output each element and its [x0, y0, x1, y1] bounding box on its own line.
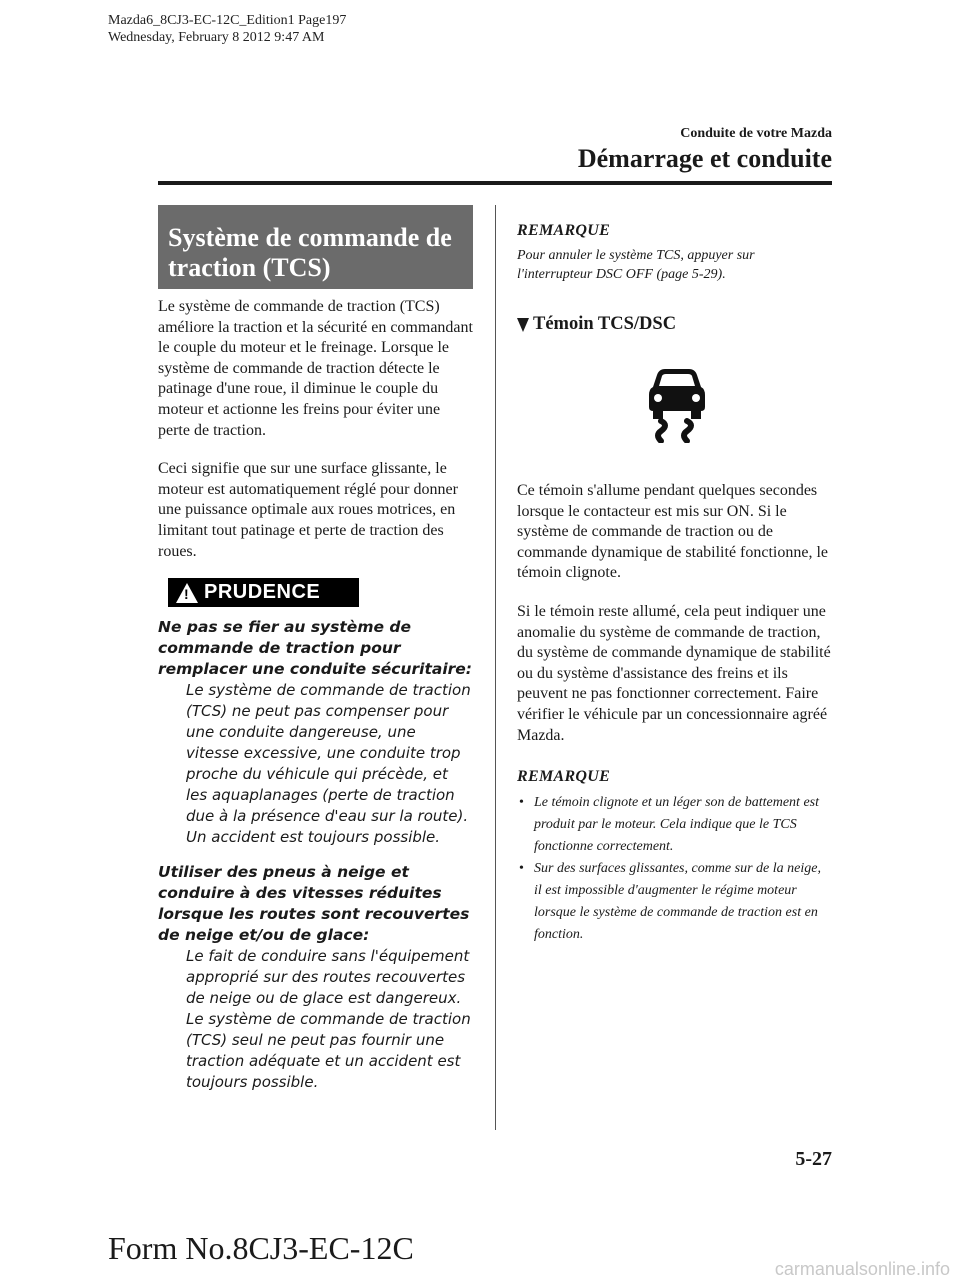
caution-text: [158, 617, 473, 1093]
caution-body-1: Le système de commande de traction (TCS) ne peut pas compenser pour une conduite dangereuse, une vitesse excessive, une conduite trop proche du véhicule qui précède, et les aquaplanages (perte de traction due à la présence d'eau sur la route). Un accident est toujours possible.: [186, 681, 471, 847]
caution-heading-2: Utiliser des pneus à neige et conduire à des vitesses réduites lorsque les routes sont recouvertes de neige et/ou de glace:: [158, 863, 470, 945]
subsection-title: Témoin TCS/DSC: [533, 314, 677, 334]
section-title: Démarrage et conduite: [577, 144, 832, 173]
indicator-paragraph-1: Ce témoin s'allume pendant quelques secondes lorsque le contacteur est mis sur ON. Si le système de commande de traction ou de commande dynamique de stabilité fonctionne, le témoin clignote.: [517, 482, 829, 582]
section-label: Conduite de votre Mazda: [680, 126, 832, 141]
header-rule: [158, 181, 832, 185]
list-item: • Sur des surfaces glissantes, comme sur de la neige, il est impossible d'augmenter le régime moteur lorsque le système de commande de traction est en fonction.: [517, 858, 832, 946]
page-title: [158, 205, 473, 289]
page-number: 5-27: [795, 1148, 832, 1170]
column-divider: [495, 205, 496, 1130]
note-heading-2: REMARQUE: [517, 768, 611, 786]
print-metadata: [108, 12, 346, 46]
title-line-1: Système de commande de: [168, 223, 452, 252]
caution-label: PRUDENCE: [204, 581, 321, 604]
meta-line-2: Wednesday, February 8 2012 9:47 AM: [108, 30, 325, 45]
caution-body-2: Le fait de conduire sans l'équipement approprié sur des routes recouvertes de neige ou de glace est dangereux. Le système de commande de traction (TCS) seul ne peut pas fournir une traction adéquate et un accident est toujours possible.: [186, 947, 471, 1092]
subsection-heading: [517, 314, 832, 335]
note-bullet-list: [517, 792, 832, 946]
right-column: [517, 222, 832, 946]
form-number: Form No.8CJ3-EC-12C: [108, 1230, 414, 1266]
warning-triangle-icon: !: [176, 583, 198, 603]
caution-heading-1: Ne pas se fier au système de commande de traction pour remplacer une conduite sécuritaire:: [158, 618, 472, 679]
caution-banner: [168, 578, 359, 607]
note-text-1: Pour annuler le système TCS, appuyer sur l'interrupteur DSC OFF (page 5-29).: [517, 248, 755, 282]
slippery-surface-paragraph: Ceci signifie que sur une surface glissante, le moteur est automatiquement réglé pour donner une puissance optimale aux roues motrices, en limitant tout patinage et perte de traction des roues.: [158, 460, 458, 560]
title-line-2: traction (TCS): [168, 253, 331, 282]
tcs-dsc-indicator-icon: [647, 367, 707, 443]
meta-line-1: Mazda6_8CJ3-EC-12C_Edition1 Page197: [108, 13, 347, 28]
list-item: • Le témoin clignote et un léger son de battement est produit par le moteur. Cela indique que le TCS fonctionne correctement.: [517, 792, 832, 858]
left-column: [158, 205, 473, 1093]
watermark: carmanualsonline.info: [774, 1259, 950, 1279]
intro-paragraph: Le système de commande de traction (TCS) améliore la traction et la sécurité en commandant le couple du moteur et le freinage. Lorsque le système de commande de traction détecte le patinage d'une roue, il diminue le couple du moteur et actionne les freins pour éviter une perte de traction.: [158, 298, 473, 439]
note-heading-1: REMARQUE: [517, 222, 611, 239]
indicator-paragraph-2: Si le témoin reste allumé, cela peut indiquer une anomalie du système de commande de traction, du système de commande dynamique de stabilité ou du système d'assistance des freins et ils peuvent ne pas fonctionner correctement. Faire vérifier le véhicule par un concessionnaire agréé Mazda.: [517, 602, 831, 744]
down-triangle-icon: [517, 318, 529, 332]
